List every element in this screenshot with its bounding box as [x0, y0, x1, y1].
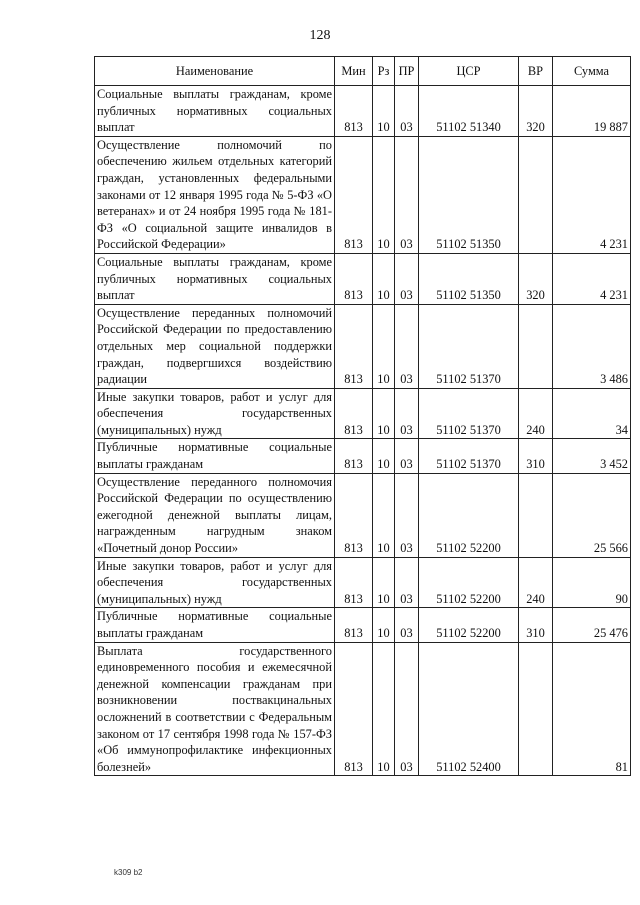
table-row [95, 473, 631, 557]
row-name-cell: Осуществление переданных полномочий Российской Федерации по предоставлению отдельных мер социальной поддержки граждан, подвергшихся воздействию радиации [95, 304, 335, 388]
row-sum-cell: 34 [553, 388, 631, 439]
header-pr: ПР [395, 57, 419, 86]
row-name-cell: Публичные нормативные социальные выплаты гражданам [95, 608, 335, 642]
row-vr-cell: 310 [519, 439, 553, 473]
row-sum-cell: 3 486 [553, 304, 631, 388]
table-row [95, 304, 631, 388]
row-vr-cell [519, 642, 553, 776]
page-number: 128 [309, 28, 331, 43]
row-min-cell: 813 [335, 304, 373, 388]
header-rz: Рз [373, 57, 395, 86]
header-vr: ВР [519, 57, 553, 86]
row-min-cell: 813 [335, 473, 373, 557]
table-row [95, 388, 631, 439]
row-sum-cell: 3 452 [553, 439, 631, 473]
row-min-cell: 813 [335, 388, 373, 439]
row-pr-cell: 03 [395, 86, 419, 137]
table-row [95, 136, 631, 253]
row-pr-cell: 03 [395, 608, 419, 642]
table-header-row [95, 57, 631, 86]
row-rz-cell: 10 [373, 86, 395, 137]
row-min-cell: 813 [335, 253, 373, 304]
row-csr-cell: 51102 51370 [419, 439, 519, 473]
row-rz-cell: 10 [373, 608, 395, 642]
row-min-cell: 813 [335, 86, 373, 137]
row-rz-cell: 10 [373, 388, 395, 439]
row-csr-cell: 51102 51350 [419, 253, 519, 304]
row-vr-cell: 310 [519, 608, 553, 642]
row-sum-cell: 90 [553, 557, 631, 608]
row-csr-cell: 51102 52200 [419, 608, 519, 642]
row-rz-cell: 10 [373, 136, 395, 253]
row-pr-cell: 03 [395, 557, 419, 608]
row-sum-cell: 81 [553, 642, 631, 776]
row-pr-cell: 03 [395, 642, 419, 776]
row-min-cell: 813 [335, 608, 373, 642]
table-row [95, 608, 631, 642]
row-name-cell: Социальные выплаты гражданам, кроме публичных нормативных социальных выплат [95, 86, 335, 137]
row-sum-cell: 19 887 [553, 86, 631, 137]
table-row [95, 642, 631, 776]
row-csr-cell: 51102 52200 [419, 473, 519, 557]
row-name-cell: Выплата государственного единовременного пособия и ежемесячной денежной компенсации гражданам при возникновении поствакцинальных осложнений в соответствии с Федеральным законом от 17 сентября 1998 года № 157-ФЗ «Об иммунопрофилактике инфекционных болезней» [95, 642, 335, 776]
row-rz-cell: 10 [373, 557, 395, 608]
row-pr-cell: 03 [395, 439, 419, 473]
row-pr-cell: 03 [395, 136, 419, 253]
row-csr-cell: 51102 52200 [419, 557, 519, 608]
row-vr-cell: 320 [519, 253, 553, 304]
row-csr-cell: 51102 51350 [419, 136, 519, 253]
footer-code: k309 b2 [114, 868, 143, 877]
row-vr-cell: 240 [519, 557, 553, 608]
row-name-cell: Осуществление полномочий по обеспечению жильем отдельных категорий граждан, установленных федеральными законами от 12 января 1995 года № 5-ФЗ «О ветеранах» и от 24 ноября 1995 года № 181-ФЗ «О социальной защите инвалидов в Российской Федерации» [95, 136, 335, 253]
row-name-cell: Иные закупки товаров, работ и услуг для обеспечения государственных (муниципальных) нужд [95, 557, 335, 608]
row-vr-cell [519, 136, 553, 253]
row-pr-cell: 03 [395, 473, 419, 557]
row-name-cell: Публичные нормативные социальные выплаты гражданам [95, 439, 335, 473]
row-name-cell: Иные закупки товаров, работ и услуг для обеспечения государственных (муниципальных) нужд [95, 388, 335, 439]
row-rz-cell: 10 [373, 253, 395, 304]
row-sum-cell: 4 231 [553, 253, 631, 304]
row-name-cell: Социальные выплаты гражданам, кроме публичных нормативных социальных выплат [95, 253, 335, 304]
header-name: Наименование [95, 57, 335, 86]
row-csr-cell: 51102 52400 [419, 642, 519, 776]
row-pr-cell: 03 [395, 304, 419, 388]
row-vr-cell: 240 [519, 388, 553, 439]
row-sum-cell: 25 566 [553, 473, 631, 557]
row-vr-cell [519, 304, 553, 388]
header-csr: ЦСР [419, 57, 519, 86]
table-row [95, 439, 631, 473]
header-min: Мин [335, 57, 373, 86]
row-sum-cell: 4 231 [553, 136, 631, 253]
row-sum-cell: 25 476 [553, 608, 631, 642]
row-min-cell: 813 [335, 136, 373, 253]
row-vr-cell: 320 [519, 86, 553, 137]
row-csr-cell: 51102 51370 [419, 304, 519, 388]
row-min-cell: 813 [335, 557, 373, 608]
table-row [95, 253, 631, 304]
row-rz-cell: 10 [373, 439, 395, 473]
row-csr-cell: 51102 51340 [419, 86, 519, 137]
row-vr-cell [519, 473, 553, 557]
table-row [95, 86, 631, 137]
row-rz-cell: 10 [373, 473, 395, 557]
row-min-cell: 813 [335, 642, 373, 776]
row-pr-cell: 03 [395, 388, 419, 439]
table-row [95, 557, 631, 608]
header-sum: Сумма [553, 57, 631, 86]
row-csr-cell: 51102 51370 [419, 388, 519, 439]
row-rz-cell: 10 [373, 304, 395, 388]
row-pr-cell: 03 [395, 253, 419, 304]
row-rz-cell: 10 [373, 642, 395, 776]
row-min-cell: 813 [335, 439, 373, 473]
row-name-cell: Осуществление переданного полномочия Российской Федерации по осуществлению ежегодной денежной выплаты лицам, награжденным нагрудным знаком «Почетный донор России» [95, 473, 335, 557]
budget-table [94, 56, 631, 776]
